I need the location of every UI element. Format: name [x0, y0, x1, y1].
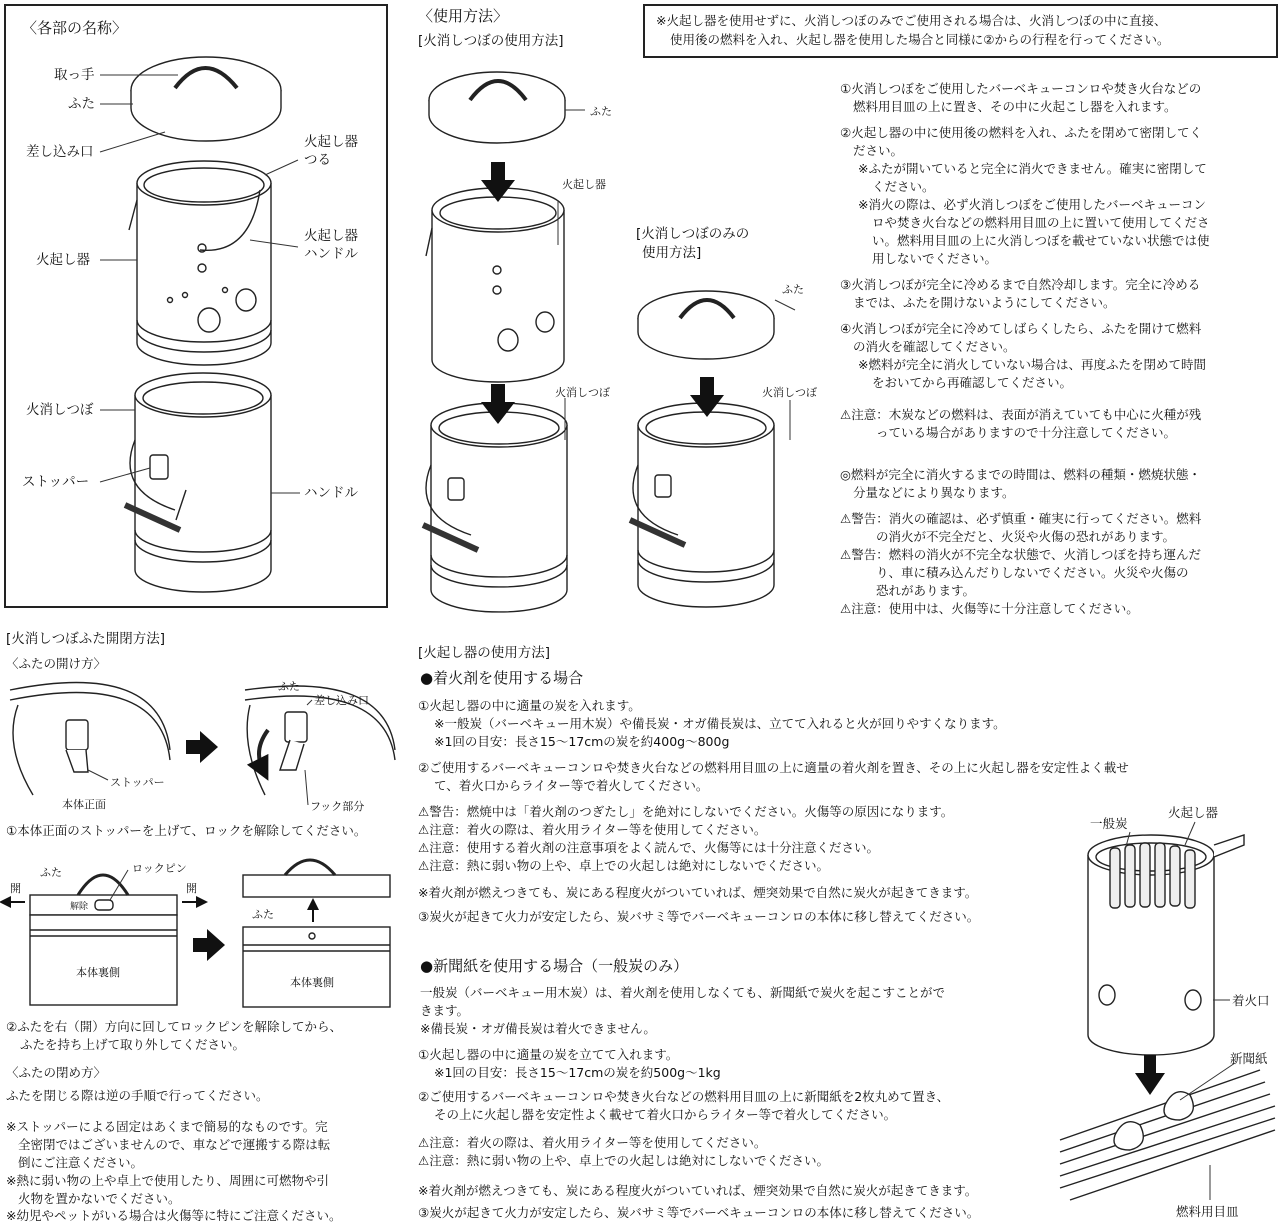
parts-lid-figure [131, 57, 281, 141]
step-line: 用しないでください。 [872, 251, 998, 266]
usage2-lid-figure [638, 291, 774, 359]
fig-label-tsubo2: 火消しつぼ [762, 386, 817, 399]
step-line: ださい。 [853, 143, 904, 158]
step-line: い。燃料用目皿の上に火消しつぼを載せていない状態では使 [872, 233, 1210, 248]
usage-sub1: [火消しつぼの使用方法] [418, 33, 564, 49]
starter-sec1-title: ●着火剤を使用する場合 [420, 669, 584, 687]
sec1-line: ③炭火が起きて火力が安定したら、炭バサミ等でバーベキューコンロの本体に移し替えてください。 [418, 909, 980, 924]
grill-grate-figure [1060, 1070, 1275, 1200]
step-line: ※ふたが開いていると完全に消火できません。確実に密閉して [858, 161, 1207, 176]
lid-heading: [火消しつぼふた開閉方法] [6, 631, 166, 647]
step-line: ※燃料が完全に消火していない場合は、再度ふたを閉めて時間 [858, 357, 1206, 372]
step-line: の消火を確認してください。 [853, 339, 1016, 354]
step-line: ⚠注意：使用中は、火傷等に十分注意してください。 [840, 601, 1139, 616]
fig1-stopper: ストッパー [110, 776, 165, 789]
sec2-line: ※1回の目安：長さ15～17cmの炭を約500g～1kg [434, 1065, 721, 1080]
notice-line-2: 使用後の燃料を入れ、火起し器を使用した場合と同様に②からの行程を行ってください。 [670, 32, 1170, 47]
lid-close-text: ふたを閉じる際は逆の手順で行ってください。 [6, 1088, 269, 1103]
fig-label-starter: 火起し器 [1168, 805, 1219, 820]
step-line: ください。 [872, 179, 935, 194]
step-line: をおいてから再確認してください。 [872, 375, 1073, 390]
fig1-front: 本体正面 [62, 798, 106, 811]
step-line: ⚠注意：木炭などの燃料は、表面が消えていても中心に火種が残 [840, 407, 1202, 422]
starter-heading: [火起し器の使用方法] [418, 645, 551, 661]
sec1-line: ⚠注意：使用する着火剤の注意事項をよく読んで、火傷等には十分注意ください。 [418, 840, 879, 855]
usage-starter-figure [426, 188, 564, 382]
sec1-line: ②ご使用するバーベキューコンロや焚き火台などの燃料用目皿の上に適量の着火剤を置き、その上に火起し器を安定性よく載せ [418, 760, 1129, 775]
sec2-line: きます。 [420, 1003, 470, 1018]
lid-note: 全密閉ではございませんので、車などで運搬する際は転 [18, 1137, 331, 1152]
fig2-back2: 本体裏側 [290, 976, 334, 989]
sec2-line: 一般炭（バーベキュー用木炭）は、着火剤を使用しなくても、新聞紙で炭火を起こすことがで [420, 985, 946, 1000]
sec2-line: ①火起し器の中に適量の炭を立てて入れます。 [418, 1047, 679, 1062]
sec1-line: ①火起し器の中に適量の炭を入れます。 [418, 698, 641, 713]
fig-label-grate: 燃料用目皿 [1176, 1204, 1239, 1219]
parts-starter-figure [129, 161, 271, 365]
step-line: ⚠警告：燃料の消火が不完全な状態で、火消しつぼを持ち運んだ [840, 547, 1201, 562]
fig2-back: 本体裏側 [76, 966, 120, 979]
lid-note: ※ストッパーによる固定はあくまで簡易的なものです。完 [6, 1119, 328, 1134]
sec1-line: ※着火剤が燃えつきても、炭にある程度火がついていれば、煙突効果で自然に炭火が起きてきます。 [418, 885, 978, 900]
sec1-line: て、着火口からライター等で着火してください。 [434, 778, 709, 793]
fig-label-ippan: 一般炭 [1090, 816, 1128, 831]
fig1-futa: ふた [278, 680, 300, 693]
notice-line-1: ※火起し器を使用せずに、火消しつぼのみでご使用される場合は、火消しつぼの中に直接、 [656, 13, 1167, 28]
fig-label-ignition: 着火口 [1232, 993, 1270, 1008]
fig2-futa2: ふた [252, 908, 274, 921]
label-starter-bail-2: つる [304, 152, 331, 168]
fig-label-newspaper: 新聞紙 [1230, 1051, 1268, 1066]
fig2-futa: ふた [40, 866, 62, 879]
usage-lid-figure [429, 72, 565, 143]
lid-step1: ①本体正面のストッパーを上げて、ロックを解除してください。 [6, 823, 367, 838]
fig2-open-l: 開 [10, 882, 21, 895]
sec1-line: ※1回の目安：長さ15～17cmの炭を約400g～800g [434, 734, 730, 749]
step-line: 分量などにより異なります。 [853, 485, 1015, 500]
lid-rotate-figure-1 [30, 875, 177, 1005]
label-handle-grip: 取っ手 [54, 67, 95, 83]
starter-charcoal-figure [1088, 835, 1244, 1055]
step-line: の消火が不完全だと、火災や火傷の恐れがあります。 [876, 529, 1176, 544]
sec1-line: ⚠注意：着火の際は、着火用ライター等を使用してください。 [418, 822, 767, 837]
step-line: までは、ふたを開けないようにしてください。 [853, 295, 1116, 310]
starter-sec2-title: ●新聞紙を使用する場合（一般炭のみ） [420, 957, 689, 975]
lid-note: ※熱に弱い物の上や卓上で使用したり、周囲に可燃物や引 [6, 1173, 329, 1188]
step-line: ⚠警告：消火の確認は、必ず慎重・確実に行ってください。燃料 [840, 511, 1202, 526]
usage-sub2-1: [火消しつぼのみの [636, 226, 750, 242]
usage2-tsubo-figure [630, 403, 774, 607]
lid-step2-2: ふたを持ち上げて取り外してください。 [20, 1037, 246, 1052]
label-stopper: ストッパー [22, 474, 90, 490]
step-line: っている場合がありますので十分注意してください。 [876, 425, 1177, 440]
parts-tsubo-figure [125, 373, 271, 592]
label-tsubo: 火消しつぼ [26, 402, 94, 418]
step-line: ◎燃料が完全に消火するまでの時間は、燃料の種類・燃焼状態・ [840, 467, 1201, 482]
step-line: ロや焚き火台などの燃料用目皿の上に置いて使用してくださ [872, 215, 1210, 230]
step-line: ③火消しつぼが完全に冷めるまで自然冷却します。完全に冷める [840, 277, 1201, 292]
label-lid: ふた [68, 96, 95, 112]
sec1-line: ⚠警告：燃焼中は「着火剤のつぎたし」を絶対にしないでください。火傷等の原因になります。 [418, 804, 954, 819]
label-starter-handle-1: 火起し器 [304, 228, 358, 244]
sec2-line: その上に火起し器を安定性よく載せて着火口からライター等で着火してください。 [434, 1107, 897, 1122]
lid-note: ※幼児やペットがいる場合は火傷等に特にご注意ください。 [6, 1208, 342, 1223]
lid-step2-1: ②ふたを右（開）方向に回してロックピンを解除してから、 [6, 1019, 342, 1034]
sec1-line: ※一般炭（バーベキュー用木炭）や備長炭・オガ備長炭は、立てて入れると火が回りやすくなります。 [434, 716, 1006, 731]
usage-heading: 〈使用方法〉 [418, 7, 509, 25]
fig2-pin: ロックピン [132, 862, 187, 875]
sec2-line: ※備長炭・オガ備長炭は着火できません。 [420, 1021, 656, 1036]
step-line: ④火消しつぼが完全に冷めてしばらくしたら、ふたを開けて燃料 [840, 321, 1202, 336]
usage-tsubo-figure [423, 403, 567, 612]
lid-note: 火物を置かないでください。 [18, 1191, 181, 1206]
label-bucket-handle: ハンドル [304, 485, 358, 501]
fig2-open-r: 開 [186, 882, 197, 895]
label-starter: 火起し器 [36, 252, 90, 268]
fig-label-futa2: ふた [782, 283, 804, 296]
step-line: ②火起し器の中に使用後の燃料を入れ、ふたを閉めて密閉してく [840, 125, 1202, 140]
step-line: 燃料用目皿の上に置き、その中に火起こし器を入れます。 [853, 99, 1177, 114]
usage-sub2-2: 使用方法] [642, 245, 702, 261]
parts-heading: 〈各部の名称〉 [22, 19, 128, 37]
step-line: 恐れがあります。 [876, 583, 976, 598]
sec2-line: ※着火剤が燃えつきても、炭にある程度火がついていれば、煙突効果で自然に炭火が起きてきます。 [418, 1183, 978, 1198]
lid-close-title: 〈ふたの閉め方〉 [6, 1065, 107, 1080]
sec2-line: ②ご使用するバーベキューコンロや焚き火台などの燃料用目皿の上に新聞紙を2枚丸めて置き、 [418, 1089, 950, 1104]
step-line: り、車に積み込んだりしないでください。火災や火傷の [876, 565, 1189, 580]
fig-label-futa: ふた [590, 105, 612, 118]
label-starter-handle-2: ハンドル [304, 246, 358, 262]
fig2-lock: 解除 [70, 902, 89, 912]
sec2-line: ⚠注意：着火の際は、着火用ライター等を使用してください。 [418, 1135, 767, 1150]
sec2-line: ③炭火が起きて火力が安定したら、炭バサミ等でバーベキューコンロの本体に移し替えてください。 [418, 1205, 980, 1220]
sec1-line: ⚠注意：熱に弱い物の上や、卓上での火起しは絶対にしないでください。 [418, 858, 829, 873]
sec2-line: ⚠注意：熱に弱い物の上や、卓上での火起しは絶対にしないでください。 [418, 1153, 829, 1168]
step-line: ①火消しつぼをご使用したバーベキューコンロや焚き火台などの [840, 81, 1202, 96]
label-slot: 差し込み口 [26, 144, 94, 160]
fig1-hook: フック部分 [310, 800, 365, 813]
step-line: ※消火の際は、必ず火消しつぼをご使用したバーベキューコン [858, 197, 1206, 212]
label-starter-bail-1: 火起し器 [304, 134, 358, 150]
lid-open-title: 〈ふたの開け方〉 [6, 656, 107, 671]
fig-label-hiokoshi: 火起し器 [562, 178, 606, 191]
fig1-slot: 差し込み口 [314, 694, 369, 707]
fig-label-tsubo: 火消しつぼ [555, 386, 610, 399]
lid-note: 倒にご注意ください。 [18, 1155, 144, 1170]
